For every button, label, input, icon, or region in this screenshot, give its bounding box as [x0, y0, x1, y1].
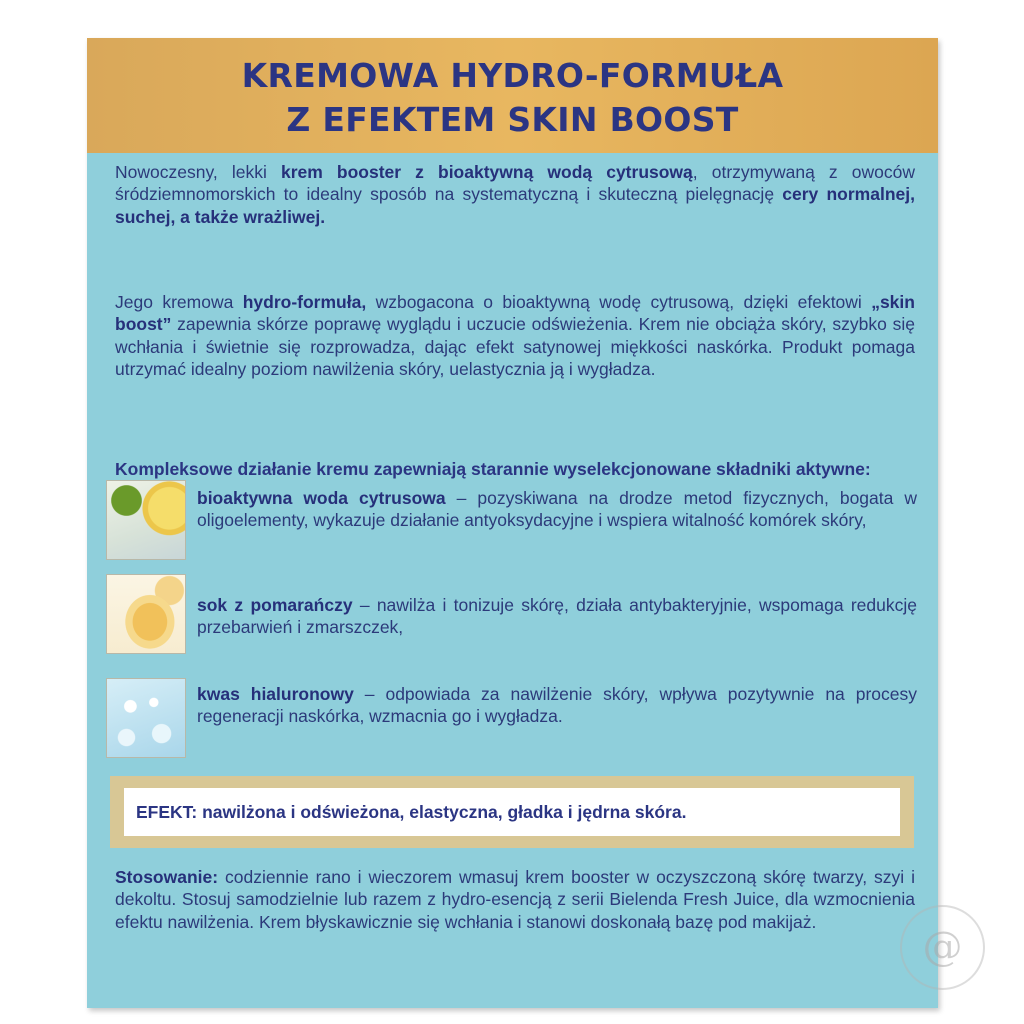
description-paragraph-2 — [115, 291, 915, 381]
usage-text: codziennie rano i wieczorem wmasuj krem booster w oczyszczoną skórę twarzy, szyi i dekoltu. Stosuj samodzielnie lub razem z hydro-esencją z serii Bielenda Fresh Juice, dla wzmocnienia efektu nawilżenia. Krem błyskawicznie się wchłania i stanowi doskonałą bazę pod makijaż. — [115, 867, 915, 932]
p2-text-1: Jego kremowa — [115, 292, 243, 312]
p1-bold-2: cery normalnej, suchej, a także wrażliwej. — [115, 184, 915, 227]
effect-text: EFEKT: nawilżona i odświeżona, elastyczna, gładka i jędrna skóra. — [124, 788, 900, 836]
p1-bold-1: krem booster z bioaktywną wodą cytrusową — [280, 162, 693, 182]
p1-text-2: , otrzymywaną z owoców śródziemnomorskich to idealny sposób na systematyczną i skuteczną pielęgnację — [115, 162, 915, 205]
ingredient-name: bioaktywna woda cytrusowa — [197, 488, 446, 508]
ingredient-item — [197, 487, 917, 532]
title-line-2: Z EFEKTEM SKIN BOOST — [286, 100, 739, 139]
ingredient-desc: – odpowiada za nawilżenie skóry, wpływa pozytywnie na procesy regeneracji naskórka, wzmacnia go i wygładza. — [197, 684, 918, 727]
ingredient-item — [197, 594, 917, 639]
ingredient-name: sok z pomarańczy — [197, 595, 353, 615]
p2-bold-1: hydro-formuła, — [242, 292, 367, 312]
effect-frame — [110, 776, 914, 848]
ingredients-intro: Kompleksowe działanie kremu zapewniają starannie wyselekcjonowane składniki aktywne: — [115, 459, 871, 479]
ingredient-name: kwas hialuronowy — [197, 684, 354, 704]
title-line-1: KREMOWA HYDRO-FORMUŁA — [241, 56, 784, 95]
p2-text-2: wzbogacona o bioaktywną wodę cytrusową, dzięki efektowi — [366, 292, 872, 312]
watermark-logo-icon: @ — [900, 905, 985, 990]
ingredient-item — [197, 683, 917, 728]
header-banner — [87, 38, 938, 153]
p2-bold-2: „skin boost” — [115, 292, 915, 335]
p1-text-1: Nowoczesny, lekki — [115, 162, 281, 182]
product-panel — [87, 38, 938, 1008]
description-paragraph-1 — [115, 161, 915, 228]
page-title — [87, 38, 938, 142]
usage-label: Stosowanie: — [115, 867, 219, 887]
usage-paragraph — [115, 866, 915, 933]
orange-juice-image — [106, 574, 186, 654]
citrus-water-image — [106, 480, 186, 560]
hyaluronic-acid-image — [106, 678, 186, 758]
ingredient-desc: – nawilża i tonizuje skórę, działa antybakteryjnie, wspomaga redukcję przebarwień i zmarszczek, — [197, 595, 917, 638]
p2-text-3: zapewnia skórze poprawę wyglądu i uczucie odświeżenia. Krem nie obciąża skóry, szybko się wchłania i świetnie się rozprowadza, dając efekt satynowej miękkości naskórka. Produkt pomaga utrzymać idealny poziom nawilżenia skóry, uelastycznia ją i wygładza. — [115, 314, 915, 380]
ingredient-desc: – pozyskiwana na drodze metod fizycznych, bogata w oligoelementy, wykazuje działanie antyoksydacyjne i wspiera witalność komórek skóry, — [197, 488, 918, 531]
